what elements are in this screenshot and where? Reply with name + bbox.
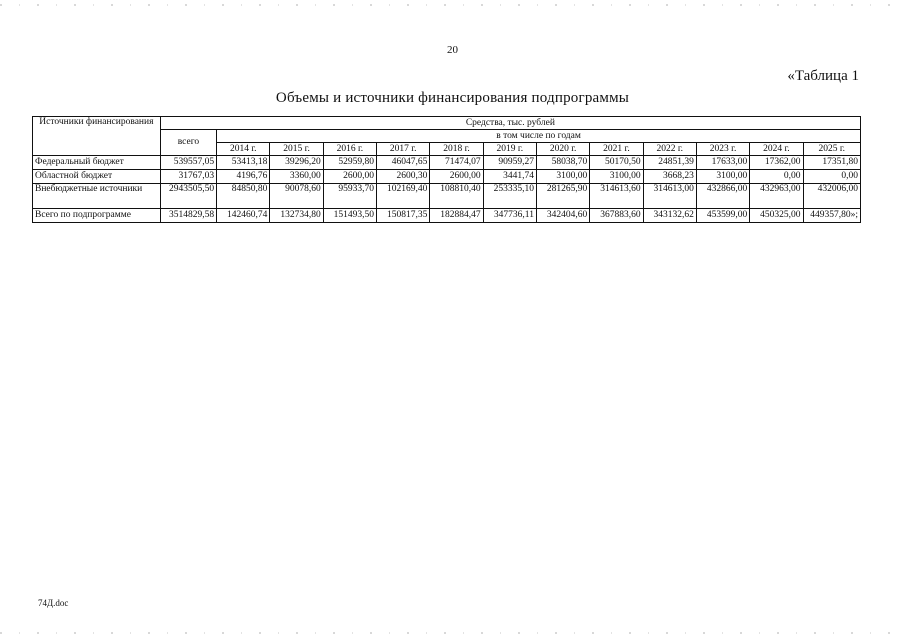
year-header: 2019 г. bbox=[483, 143, 536, 156]
year-value: 3100,00 bbox=[590, 170, 643, 184]
year-value: 432963,00 bbox=[750, 184, 803, 209]
row-total: 539557,05 bbox=[160, 156, 216, 170]
year-value: 367883,60 bbox=[590, 209, 643, 223]
year-value: 432006,00 bbox=[803, 184, 860, 209]
year-value: 17633,00 bbox=[696, 156, 749, 170]
row-source: Всего по подпрограмме bbox=[33, 209, 161, 223]
year-value: 3100,00 bbox=[696, 170, 749, 184]
scan-noise-bottom bbox=[0, 632, 905, 634]
row-total: 3514829,58 bbox=[160, 209, 216, 223]
year-value: 253335,10 bbox=[483, 184, 536, 209]
year-value: 2600,00 bbox=[430, 170, 483, 184]
file-name: 74Д.doc bbox=[38, 598, 69, 608]
year-value: 50170,50 bbox=[590, 156, 643, 170]
year-header: 2016 г. bbox=[323, 143, 376, 156]
scan-noise-top bbox=[0, 4, 905, 6]
table-row bbox=[33, 170, 861, 184]
year-value: 90959,27 bbox=[483, 156, 536, 170]
year-value: 52959,80 bbox=[323, 156, 376, 170]
header-funds: Средства, тыс. рублей bbox=[160, 117, 860, 130]
row-source: Областной бюджет bbox=[33, 170, 161, 184]
year-value: 314613,00 bbox=[643, 184, 696, 209]
table-body bbox=[33, 156, 861, 223]
year-value: 46047,65 bbox=[377, 156, 430, 170]
year-value: 449357,80»; bbox=[803, 209, 860, 223]
year-value: 3100,00 bbox=[536, 170, 589, 184]
year-value: 17362,00 bbox=[750, 156, 803, 170]
year-value: 347736,11 bbox=[483, 209, 536, 223]
year-value: 4196,76 bbox=[217, 170, 270, 184]
row-source: Внебюджетные источники bbox=[33, 184, 161, 209]
year-value: 151493,50 bbox=[323, 209, 376, 223]
year-header: 2021 г. bbox=[590, 143, 643, 156]
year-header: 2023 г. bbox=[696, 143, 749, 156]
document-title: Объемы и источники финансирования подпрограммы bbox=[275, 90, 630, 106]
row-source: Федеральный бюджет bbox=[33, 156, 161, 170]
header-total: всего bbox=[160, 130, 216, 156]
year-value: 2600,30 bbox=[377, 170, 430, 184]
row-total: 31767,03 bbox=[160, 170, 216, 184]
table-caption: «Таблица 1 bbox=[787, 68, 859, 84]
header-by-years: в том числе по годам bbox=[217, 130, 861, 143]
year-value: 0,00 bbox=[803, 170, 860, 184]
year-value: 108810,40 bbox=[430, 184, 483, 209]
year-header: 2022 г. bbox=[643, 143, 696, 156]
year-value: 432866,00 bbox=[696, 184, 749, 209]
year-value: 90078,60 bbox=[270, 184, 323, 209]
year-header: 2014 г. bbox=[217, 143, 270, 156]
year-value: 142460,74 bbox=[217, 209, 270, 223]
year-value: 102169,40 bbox=[377, 184, 430, 209]
year-value: 3441,74 bbox=[483, 170, 536, 184]
year-value: 281265,90 bbox=[536, 184, 589, 209]
year-value: 39296,20 bbox=[270, 156, 323, 170]
year-header: 2015 г. bbox=[270, 143, 323, 156]
financing-table bbox=[32, 116, 861, 223]
year-value: 3360,00 bbox=[270, 170, 323, 184]
year-value: 450325,00 bbox=[750, 209, 803, 223]
year-value: 53413,18 bbox=[217, 156, 270, 170]
year-value: 150817,35 bbox=[377, 209, 430, 223]
table-row bbox=[33, 184, 861, 209]
header-sources: Источники финансирования bbox=[33, 117, 161, 156]
table-row bbox=[33, 209, 861, 223]
year-value: 2600,00 bbox=[323, 170, 376, 184]
year-value: 182884,47 bbox=[430, 209, 483, 223]
table-row bbox=[33, 156, 861, 170]
year-value: 343132,62 bbox=[643, 209, 696, 223]
year-header: 2018 г. bbox=[430, 143, 483, 156]
row-total: 2943505,50 bbox=[160, 184, 216, 209]
year-value: 17351,80 bbox=[803, 156, 860, 170]
year-value: 95933,70 bbox=[323, 184, 376, 209]
year-value: 84850,80 bbox=[217, 184, 270, 209]
page-number: 20 bbox=[447, 44, 458, 56]
year-value: 0,00 bbox=[750, 170, 803, 184]
year-header: 2020 г. bbox=[536, 143, 589, 156]
year-value: 314613,60 bbox=[590, 184, 643, 209]
year-value: 342404,60 bbox=[536, 209, 589, 223]
year-header: 2025 г. bbox=[803, 143, 860, 156]
year-value: 3668,23 bbox=[643, 170, 696, 184]
year-header: 2024 г. bbox=[750, 143, 803, 156]
year-value: 24851,39 bbox=[643, 156, 696, 170]
year-value: 132734,80 bbox=[270, 209, 323, 223]
year-header: 2017 г. bbox=[377, 143, 430, 156]
year-value: 58038,70 bbox=[536, 156, 589, 170]
year-value: 453599,00 bbox=[696, 209, 749, 223]
year-value: 71474,07 bbox=[430, 156, 483, 170]
